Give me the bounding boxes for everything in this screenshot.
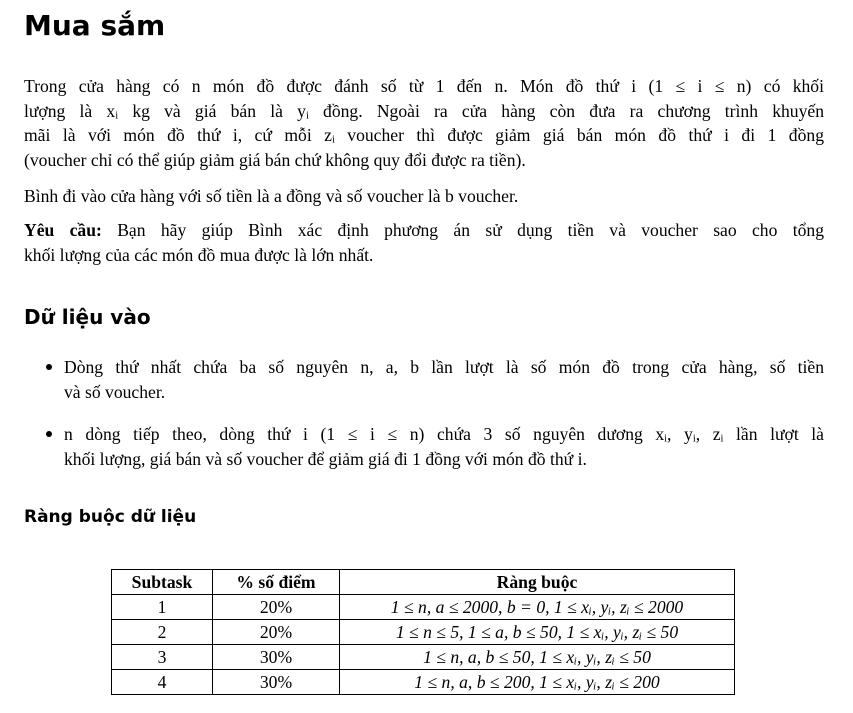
statement-paragraph-2 — [24, 184, 824, 209]
statement-line: Bình đi vào cửa hàng với số tiền là a đồng và số voucher là b voucher. — [24, 186, 519, 206]
input-item-line: Dòng thứ nhất chứa ba số nguyên n, a, b lần lượt là số món đồ trong cửa hàng, số tiền — [64, 357, 824, 377]
input-heading: Dữ liệu vào — [24, 305, 151, 329]
score-cell: 20% — [213, 620, 340, 645]
subtask-cell: 2 — [112, 620, 213, 645]
input-item-line: khối lượng, giá bán và số voucher để giảm giá đi 1 đồng với món đồ thứ i. — [64, 448, 587, 469]
input-item-line: và số voucher. — [64, 381, 166, 402]
subtask-cell: 4 — [112, 670, 213, 695]
constraint-cell: 1 ≤ n ≤ 5, 1 ≤ a, b ≤ 50, 1 ≤ xᵢ, yᵢ, zᵢ ≤ 50 — [340, 620, 735, 645]
table-row — [112, 645, 735, 670]
requirement-label: Yêu cầu: — [24, 220, 102, 240]
input-item-line: n dòng tiếp theo, dòng thứ i (1 ≤ i ≤ n) chứa 3 số nguyên dương xᵢ, yᵢ, zᵢ lần lượt là — [64, 424, 824, 444]
input-item — [64, 355, 824, 404]
column-header-score: % số điểm — [213, 570, 340, 595]
score-cell: 30% — [213, 645, 340, 670]
constraint-cell: 1 ≤ n, a ≤ 2000, b = 0, 1 ≤ xᵢ, yᵢ, zᵢ ≤ 2000 — [340, 595, 735, 620]
constraints-table — [111, 569, 735, 695]
requirement-text: Bạn hãy giúp Bình xác định phương án sử dụng tiền và voucher sao cho tổng — [101, 220, 824, 240]
page-title: Mua sắm — [24, 9, 166, 42]
score-cell: 30% — [213, 670, 340, 695]
statement-line: Trong cửa hàng có n món đồ được đánh số từ 1 đến n. Món đồ thứ i (1 ≤ i ≤ n) có khối — [24, 76, 824, 96]
constraints-heading: Ràng buộc dữ liệu — [24, 507, 197, 527]
bullet-dot — [46, 364, 52, 370]
statement-line: khối lượng của các món đồ mua được là lớn nhất. — [24, 244, 374, 265]
constraint-cell: 1 ≤ n, a, b ≤ 50, 1 ≤ xᵢ, yᵢ, zᵢ ≤ 50 — [340, 645, 735, 670]
subtask-cell: 3 — [112, 645, 213, 670]
statement-paragraph-1 — [24, 74, 824, 172]
column-header-subtask: Subtask — [112, 570, 213, 595]
statement-paragraph-3 — [24, 218, 824, 267]
statement-line: mãi là với món đồ thứ i, cứ mỗi zᵢ voucher thì được giảm giá bán món đồ thứ i đi 1 đồng — [24, 125, 824, 145]
statement-line: (voucher chỉ có thể giúp giảm giá bán chứ không quy đổi được ra tiền). — [24, 149, 526, 170]
statement-line — [24, 218, 824, 243]
table-header-row — [112, 570, 735, 595]
statement-line: lượng là xᵢ kg và giá bán là yᵢ đồng. Ngoài ra cửa hàng còn đưa ra chương trình khuyến — [24, 100, 824, 121]
subtask-cell: 1 — [112, 595, 213, 620]
input-item — [64, 422, 824, 471]
table-row — [112, 595, 735, 620]
table-row — [112, 620, 735, 645]
column-header-constraint: Ràng buộc — [340, 570, 735, 595]
table-row — [112, 670, 735, 695]
bullet-dot — [46, 431, 52, 437]
constraint-cell: 1 ≤ n, a, b ≤ 200, 1 ≤ xᵢ, yᵢ, zᵢ ≤ 200 — [340, 670, 735, 695]
score-cell: 20% — [213, 595, 340, 620]
